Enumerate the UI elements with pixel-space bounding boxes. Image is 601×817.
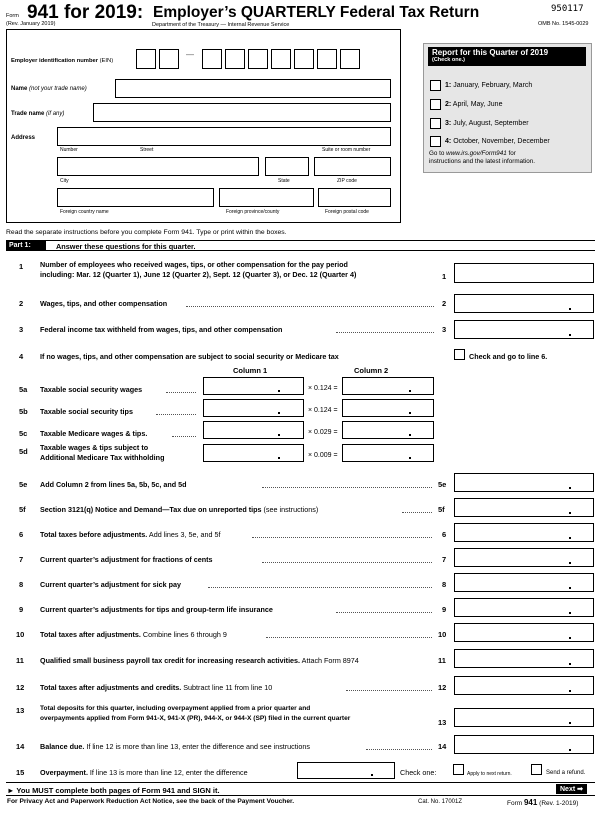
line-5c-leader: [172, 436, 196, 437]
city-field[interactable]: [57, 157, 259, 176]
ein-digit-6[interactable]: [271, 49, 291, 69]
line-3-number: 3: [19, 325, 24, 334]
line-14-number: 14: [16, 742, 25, 751]
line-15-field[interactable]: [297, 762, 395, 779]
next-page-button[interactable]: Next ➡: [556, 784, 587, 794]
line-2-text: Wages, tips, and other compensation: [40, 299, 168, 308]
line-5e-field[interactable]: [454, 473, 594, 492]
line-5a-column-2-field[interactable]: [342, 377, 434, 395]
department-line: Department of the Treasury — Internal Revenue Service: [152, 22, 290, 28]
line-5b-multiplier: × 0.124 =: [308, 407, 338, 414]
line-13-field[interactable]: [454, 708, 594, 727]
line-5b-text: Taxable social security tips: [40, 407, 133, 416]
form-code: 950117: [551, 4, 584, 14]
line-5b-number: 5b: [19, 407, 28, 416]
quarter-3-checkbox[interactable]: [430, 118, 441, 129]
quarter-4-label: 4: October, November, December: [445, 138, 550, 145]
quarter-1-checkbox[interactable]: [430, 80, 441, 91]
suite-caption: Suite or room number: [322, 147, 371, 153]
quarter-3-label: 3: July, August, September: [445, 120, 529, 127]
trade-name-field[interactable]: [93, 103, 391, 122]
street-address-field[interactable]: [57, 127, 391, 146]
line-2-leader: [186, 306, 434, 307]
foreign-province-caption: Foreign province/county: [226, 209, 280, 215]
line-1-ref: 1: [442, 272, 447, 281]
foreign-postal-caption: Foreign postal code: [325, 209, 369, 215]
line-7-field[interactable]: [454, 548, 594, 567]
zip-field[interactable]: [314, 157, 391, 176]
line-5d-number: 5d: [19, 447, 28, 456]
ein-digit-5[interactable]: [248, 49, 268, 69]
trade-name-label: Trade name (if any): [11, 111, 65, 117]
line-5a-leader: [166, 392, 196, 393]
foreign-province-field[interactable]: [219, 188, 314, 207]
send-refund-label: Send a refund.: [546, 770, 586, 776]
line-13-number: 13: [16, 706, 25, 715]
street-caption: Street: [140, 147, 154, 153]
line-5c-text: Taxable Medicare wages & tips.: [40, 429, 148, 438]
line-5a-multiplier: × 0.124 =: [308, 385, 338, 392]
employer-info-block: [6, 29, 401, 223]
line-15-check-one: Check one:: [400, 768, 437, 777]
ein-digit-7[interactable]: [294, 49, 314, 69]
line-2-field[interactable]: [454, 294, 594, 313]
quarter-box-title: Report for this Quarter of 2019: [432, 48, 549, 57]
state-field[interactable]: [265, 157, 309, 176]
column-2-header: Column 2: [354, 366, 389, 375]
line-13-text-a: Total deposits for this quarter, including overpayment applied from a prior quarter and: [40, 705, 311, 712]
line-13-ref: 13: [438, 718, 447, 727]
foreign-country-caption: Foreign country name: [60, 209, 109, 215]
line-5b-column-1-field[interactable]: [203, 399, 304, 417]
ein-digit-3[interactable]: [202, 49, 222, 69]
foreign-postal-field[interactable]: [318, 188, 391, 207]
line-1-text-b: including: Mar. 12 (Quarter 1), June 12 (Quarter 2), Sept. 12 (Quarter 3), or Dec. 12 (Quarter 4): [40, 270, 357, 279]
line-5d-multiplier: × 0.009 =: [308, 452, 338, 459]
state-caption: State: [278, 178, 290, 184]
quarter-1-label: 1: January, February, March: [445, 82, 533, 89]
footer-form-id: Form 941 (Rev. 1-2019): [507, 798, 579, 807]
line-5d-column-1-field[interactable]: [203, 444, 304, 462]
line-3-leader: [336, 332, 434, 333]
line-14-leader: [366, 749, 432, 750]
irs-link[interactable]: www.irs.gov/Form941: [446, 150, 507, 157]
line-2-ref: 2: [442, 299, 447, 308]
form-revision: (Rev. January 2019): [6, 21, 56, 27]
instructions-line: Read the separate instructions before you complete Form 941. Type or print within the boxes.: [6, 229, 287, 236]
line-12-field[interactable]: [454, 676, 594, 695]
line-5d-column-2-field[interactable]: [342, 444, 434, 462]
line-4-text: If no wages, tips, and other compensation are subject to social security or Medicare tax: [40, 352, 339, 361]
line-3-ref: 3: [442, 325, 447, 334]
line-5c-column-2-field[interactable]: [342, 421, 434, 439]
line-5a-column-1-field[interactable]: [203, 377, 304, 395]
footer-rule: [6, 782, 595, 783]
line-14-ref: 14: [438, 742, 447, 751]
ein-digit-2[interactable]: [159, 49, 179, 69]
line-3-field[interactable]: [454, 320, 594, 339]
ein-digit-8[interactable]: [317, 49, 337, 69]
ein-digit-1[interactable]: [136, 49, 156, 69]
omb-number: OMB No. 1545-0029: [538, 21, 589, 27]
quarter-goto-text: Go to www.irs.gov/Form941 for instructions and the latest information.: [429, 150, 536, 165]
line-3-text: Federal income tax withheld from wages, tips, and other compensation: [40, 325, 283, 334]
form-number: 941 for 2019:: [27, 2, 144, 23]
name-field[interactable]: [115, 79, 391, 98]
line-5b-column-2-field[interactable]: [342, 399, 434, 417]
address-label: Address: [11, 135, 36, 141]
form-title: Employer’s QUARTERLY Federal Tax Return: [153, 4, 480, 21]
footer-rule-2: [6, 795, 595, 796]
line-6-field[interactable]: [454, 523, 594, 542]
line-1-text-a: Number of employees who received wages, tips, or other compensation for the pay period: [40, 260, 348, 269]
line-8-field[interactable]: [454, 573, 594, 592]
line-11-field[interactable]: [454, 649, 594, 668]
line-4-checkbox[interactable]: [454, 349, 465, 360]
quarter-2-checkbox[interactable]: [430, 99, 441, 110]
name-label: Name (not your trade name): [11, 86, 87, 92]
number-caption: Number: [60, 147, 78, 153]
line-5c-multiplier: × 0.029 =: [308, 429, 338, 436]
line-9-field[interactable]: [454, 598, 594, 617]
line-13-text-b: overpayments applied from Form 941-X, 941-X (PR), 944-X, or 944-X (SP) filed in the current quarter: [40, 715, 351, 722]
line-5c-number: 5c: [19, 429, 28, 438]
quarter-check-one: (Check one.): [432, 57, 466, 63]
apply-next-return-label: Apply to next return.: [467, 771, 512, 777]
privacy-notice: For Privacy Act and Paperwork Reduction Act Notice, see the back of the Payment Voucher.: [7, 798, 295, 805]
line-4-number: 4: [19, 352, 24, 361]
line-1-number: 1: [19, 262, 24, 271]
line-5d-text-a: Taxable wages & tips subject to: [40, 443, 149, 452]
line-14-text: Balance due. If line 12 is more than line 13, enter the difference and see instructions: [40, 742, 310, 751]
ein-label: Employer identification number (EIN): [11, 58, 114, 64]
quarter-box: [423, 43, 592, 173]
line-5d-text-b: Additional Medicare Tax withholding: [40, 453, 165, 462]
form-word: Form: [6, 13, 19, 19]
quarter-box-header: [428, 47, 586, 66]
line-15-number: 15: [16, 768, 25, 777]
line-5a-number: 5a: [19, 385, 28, 394]
part1-label: Part 1:: [6, 241, 46, 250]
line-5b-leader: [156, 414, 196, 415]
ein-digit-9[interactable]: [340, 49, 360, 69]
zip-caption: ZIP code: [337, 178, 357, 184]
line-15-text: Overpayment. If line 13 is more than line 12, enter the difference: [40, 768, 248, 777]
quarter-2-label: 2: April, May, June: [445, 101, 503, 108]
part1-title: Answer these questions for this quarter.: [56, 242, 196, 251]
foreign-country-field[interactable]: [57, 188, 214, 207]
line-5a-text: Taxable social security wages: [40, 385, 143, 394]
column-1-header: Column 1: [233, 366, 268, 375]
catalog-number: Cat. No. 17001Z: [418, 799, 463, 805]
ein-digit-4[interactable]: [225, 49, 245, 69]
line-1-field[interactable]: [454, 263, 594, 283]
part1-bar: [6, 240, 595, 251]
line-2-number: 2: [19, 299, 24, 308]
quarter-4-checkbox[interactable]: [430, 136, 441, 147]
apply-next-return-checkbox[interactable]: [453, 764, 464, 775]
send-refund-checkbox[interactable]: [531, 764, 542, 775]
ein-dash: —: [186, 50, 194, 59]
line-14-field[interactable]: [454, 735, 594, 754]
must-complete-notice: ► You MUST complete both pages of Form 941 and SIGN it.: [7, 786, 220, 795]
city-caption: City: [60, 178, 69, 184]
line-5c-column-1-field[interactable]: [203, 421, 304, 439]
line-10-field[interactable]: [454, 623, 594, 642]
line-5f-field[interactable]: [454, 498, 594, 517]
line-4-check-label: Check and go to line 6.: [469, 352, 548, 361]
